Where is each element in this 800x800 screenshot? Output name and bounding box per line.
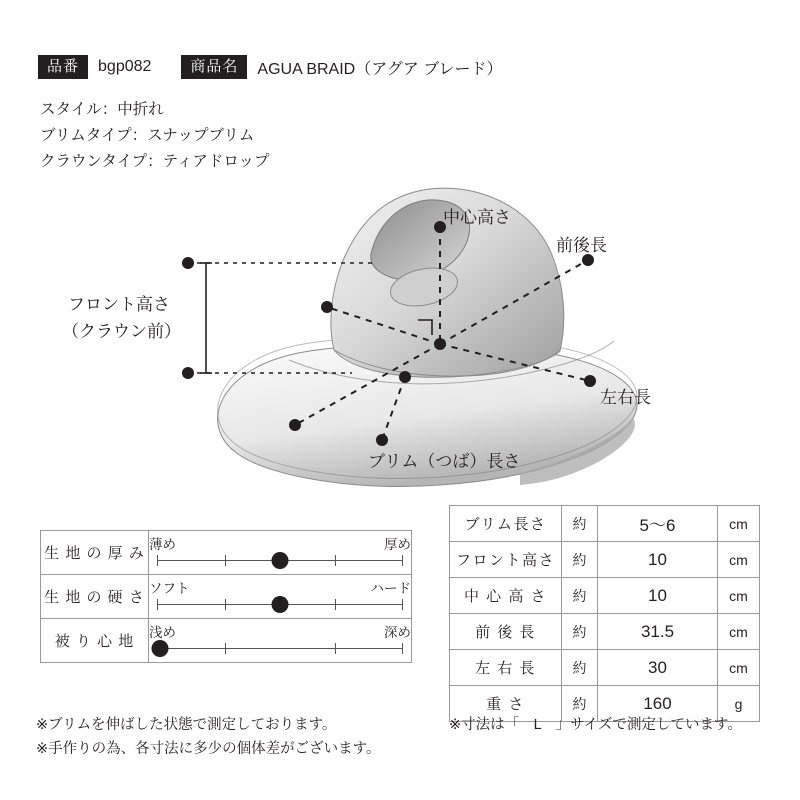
measure-label: ブリム長さ: [450, 506, 562, 542]
measure-value: 160: [598, 686, 718, 722]
measure-approx: 約: [562, 542, 598, 578]
spec-crown-type: クラウンタイプ：ティアドロップ: [40, 153, 270, 170]
scale-row-gauge: [149, 531, 412, 575]
table-row: [450, 650, 760, 686]
scale-row-gauge: [149, 575, 412, 619]
front-height-bracket: [200, 263, 212, 373]
measure-label: フロント高さ: [450, 542, 562, 578]
measure-unit: cm: [718, 614, 760, 650]
scale-axis: [157, 648, 403, 649]
scale-left-end: 薄め: [149, 536, 176, 552]
label-brim-length: ブリム（つば）長さ: [368, 452, 521, 471]
measure-label: 中 心 高 さ: [450, 578, 562, 614]
scale-left-end: ソフト: [149, 580, 190, 596]
measure-unit: cm: [718, 578, 760, 614]
scale-right-end: ハード: [370, 580, 411, 596]
table-row: [41, 531, 412, 575]
measure-label: 左 右 長: [450, 650, 562, 686]
table-row: [450, 614, 760, 650]
scale-left-end: 浅め: [149, 624, 176, 640]
hat-diagram-svg: [0, 155, 800, 495]
feel-scale-table: [40, 530, 412, 663]
scale-marker: [272, 596, 289, 613]
label-front-back: 前後長: [556, 236, 607, 255]
scale-tick: [157, 555, 158, 566]
measure-unit: cm: [718, 542, 760, 578]
notes-right: [449, 713, 742, 737]
scale-row-gauge: [149, 619, 412, 663]
measure-approx: 約: [562, 614, 598, 650]
scale-row-label: 被 り 心 地: [41, 619, 149, 663]
measure-value: 10: [598, 542, 718, 578]
measure-approx: 約: [562, 686, 598, 722]
notes-left: [36, 713, 381, 761]
measure-value: 10: [598, 578, 718, 614]
measure-approx: 約: [562, 506, 598, 542]
scale-tick: [402, 599, 403, 610]
product-code-tag: 品番: [38, 55, 88, 79]
product-code-value: bgp082: [98, 58, 152, 75]
measure-value: 5〜6: [598, 506, 718, 542]
measure-unit: g: [718, 686, 760, 722]
scale-tick: [225, 599, 226, 610]
scale-tick: [225, 643, 226, 654]
scale-row-label: 生 地 の 硬 さ: [41, 575, 149, 619]
hat-measurement-diagram: [0, 155, 800, 495]
product-name-tag: 商品名: [181, 55, 247, 79]
scale-marker: [272, 552, 289, 569]
scale-tick: [335, 555, 336, 566]
table-row: [41, 619, 412, 663]
spec-brim-type: ブリムタイプ：スナップブリム: [40, 127, 255, 144]
measure-label: 重 さ: [450, 686, 562, 722]
measure-approx: 約: [562, 578, 598, 614]
note-line: ※ブリムを伸ばした状態で測定しております。: [36, 717, 337, 733]
measure-unit: cm: [718, 506, 760, 542]
label-center-height: 中心高さ: [443, 208, 511, 227]
scale-tick: [225, 555, 226, 566]
spec-style: スタイル：中折れ: [40, 101, 164, 118]
product-header: [38, 55, 503, 79]
table-row: [450, 578, 760, 614]
scale-tick: [402, 555, 403, 566]
measure-value: 31.5: [598, 614, 718, 650]
scale-right-end: 深め: [384, 624, 411, 640]
label-left-right: 左右長: [600, 388, 651, 407]
measure-value: 30: [598, 650, 718, 686]
scale-tick: [335, 643, 336, 654]
note-line: ※寸法は「 L 」サイズで測定しています。: [449, 717, 742, 733]
scale-right-end: 厚め: [384, 536, 411, 552]
scale-tick: [335, 599, 336, 610]
table-row: [450, 542, 760, 578]
note-line: ※手作りの為、各寸法に多少の個体差がございます。: [36, 741, 381, 757]
measure-label: 前 後 長: [450, 614, 562, 650]
label-front-height-line2: （クラウン前）: [62, 322, 181, 341]
measure-unit: cm: [718, 650, 760, 686]
table-row: [450, 506, 760, 542]
scale-tick: [157, 599, 158, 610]
scale-row-label: 生 地 の 厚 み: [41, 531, 149, 575]
scale-tick: [402, 643, 403, 654]
label-front-height-line1: フロント高さ: [68, 295, 170, 314]
measurement-table: [449, 505, 760, 722]
measure-approx: 約: [562, 650, 598, 686]
scale-marker: [152, 640, 169, 657]
table-row: [41, 575, 412, 619]
product-name-value: AGUA BRAID（アグア ブレード）: [257, 60, 503, 78]
